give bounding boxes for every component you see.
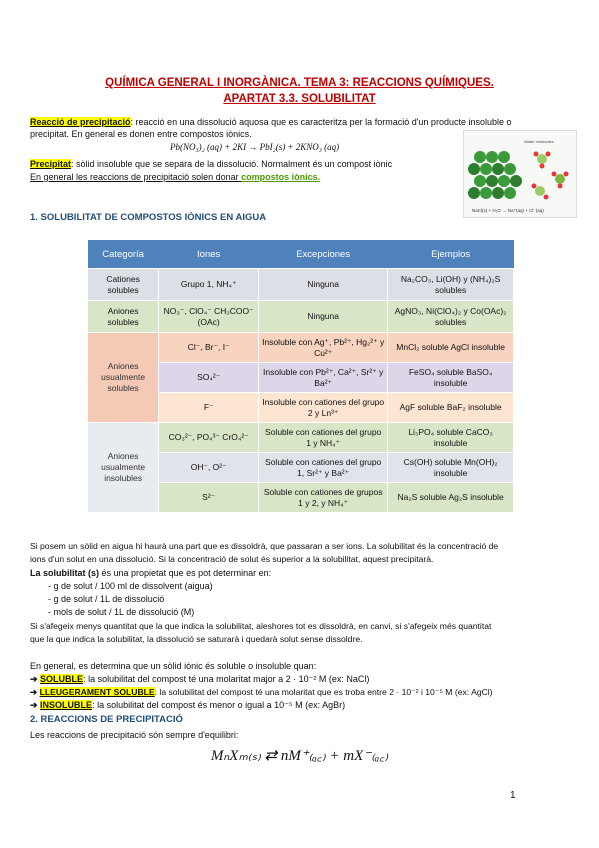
- arrow-icon: ➔: [30, 687, 40, 697]
- term-reaccio: Reacció de precipitació: [30, 117, 131, 127]
- cell-categoria: Aniones usualmente solubles: [88, 333, 159, 423]
- cell-excepciones: Soluble con cationes del grupo 1, Sr²⁺ y Ba²⁺: [259, 453, 388, 483]
- intro-general: [30, 171, 320, 183]
- solubility-table: [87, 240, 514, 513]
- arrow-icon: ➔: [30, 674, 41, 684]
- equilibrium-formula: MₙXₘ₍ₛ₎ ⇄ nM⁺₍ₐ꜀₎ + mX⁻₍ₐ꜀₎: [210, 748, 389, 764]
- general-prefix: En general les reaccions de precipitació solen donar: [30, 172, 242, 182]
- case-text: : la solubilitat del compost té una molaritat que es troba entre 2 · 10⁻² i 10⁻⁵ M (ex: AgCl): [154, 687, 493, 697]
- cell-iones: S²⁻: [159, 483, 259, 513]
- body-p1b: ions d'un solut en una dissolució. Si la concentració de solut és superior a la solubilitat, aquest precipitarà.: [30, 554, 434, 564]
- cell-ejemplos: Na₂S soluble Ag₂S insoluble: [388, 483, 514, 513]
- cell-excepciones: Ninguna: [259, 269, 388, 301]
- bullet-item: - g de solut / 100 ml de dissolvent (aigua): [48, 581, 213, 591]
- def-reaccio-a: : reacció en una dissolució aquosa que es caracteritza per la formació d'un producte insoluble o: [130, 117, 512, 127]
- table-row: [88, 301, 514, 333]
- col-header-categoria: Categoría: [88, 240, 159, 269]
- term-insoluble: INSOLUBLE: [40, 700, 93, 710]
- bullet-item: - g de solut / 1L de dissolució: [48, 594, 165, 604]
- col-header-ejemplos: Ejemplos: [388, 240, 514, 269]
- figure-label: Water molecules: [524, 139, 554, 144]
- cell-excepciones: Insoluble con Pb²⁺, Ca²⁺, Sr²⁺ y Ba²⁺: [259, 363, 388, 393]
- cell-excepciones: Soluble con cationes de grupos 1 y 2, y NH₄⁺: [259, 483, 388, 513]
- body-p2: [30, 567, 271, 579]
- cell-ejemplos: Cs(OH) soluble Mn(OH)₂ insoluble: [388, 453, 514, 483]
- table-row: [88, 333, 514, 363]
- section2-heading: 2. REACCIONS DE PRECIPITACIÓ: [30, 714, 183, 725]
- cell-iones: Grupo 1, NH₄⁺: [159, 269, 259, 301]
- body-p1a: Si posem un sòlid en aigua hi haurà una part que es dissoldrà, que passaran a ser ions. La solubilitat és la concentració de: [30, 541, 499, 551]
- col-header-excepciones: Excepciones: [259, 240, 388, 269]
- cell-categoria: Aniones solubles: [88, 301, 159, 333]
- body-p4: En general, es determina que un sòlid iònic és soluble o insoluble quan:: [30, 661, 317, 671]
- cell-excepciones: Soluble con cationes del grupo 1 y NH₄⁺: [259, 423, 388, 453]
- case-soluble: [30, 673, 369, 685]
- cell-categoria: Aniones usualmente insolubles: [88, 423, 159, 513]
- cell-iones: F⁻: [159, 393, 259, 423]
- doc-title-line2: APARTAT 3.3. SOLUBILITAT: [223, 93, 376, 105]
- doc-title-line1: QUÍMICA GENERAL I INORGÀNICA. TEMA 3: REACCIONS QUÍMIQUES.: [105, 77, 494, 89]
- case-text: : la solubilitat del compost té una molaritat major a 2 · 10⁻² M (ex: NaCl): [83, 674, 370, 684]
- arrow-icon: ➔: [30, 700, 41, 710]
- cell-iones: CO₃²⁻, PO₄³⁻ CrO₄²⁻: [159, 423, 259, 453]
- case-text: : la solubilitat del compost és menor o igual a 10⁻⁵ M (ex: AgBr): [92, 700, 346, 710]
- ionic-lattice: [468, 151, 522, 199]
- intro-line1: [30, 116, 512, 128]
- body-p3a: Si s'afegeix menys quantitat que la que indica la solubilitat, aleshores tot es dissoldrà, en canvi, si s'afegeix més quantitat: [30, 621, 492, 631]
- col-header-iones: Iones: [159, 240, 259, 269]
- term-lleugerament: LLEUGERAMENT SOLUBLE: [39, 687, 155, 697]
- term-precipitat: Precipitat: [30, 159, 72, 169]
- cell-iones: OH⁻, O²⁻: [159, 453, 259, 483]
- cell-excepciones: Insoluble con Ag⁺, Pb²⁺, Hg₂²⁺ y Cu²⁺: [259, 333, 388, 363]
- cell-iones: NO₃⁻, ClO₄⁻ CH₃COO⁻ (OAc): [159, 301, 259, 333]
- cell-excepciones: Insoluble con cationes del grupo 2 y Ln³⁺: [259, 393, 388, 423]
- term-solubilitat: La solubilitat (s): [30, 568, 100, 578]
- cell-excepciones: Ninguna: [259, 301, 388, 333]
- def-reaccio-b: precipitat. En general es donen entre compostos iònics.: [30, 129, 252, 139]
- cell-ejemplos: Li₃PO₄ soluble CaCO₃ insoluble: [388, 423, 514, 453]
- table-row: [88, 269, 514, 301]
- cell-iones: Cl⁻, Br⁻, I⁻: [159, 333, 259, 363]
- reaction-equation: Pb(NO₃)₂ (aq) + 2KI → PbI₂(s) + 2KNO₃ (aq): [170, 142, 340, 152]
- hydrated-ions: [532, 152, 569, 200]
- cell-categoria: Cationes solubles: [88, 269, 159, 301]
- table-header-row: [88, 240, 514, 269]
- general-link: compostos iònics.: [241, 172, 321, 182]
- bullet-item: - mols de solut / 1L de dissolució (M): [48, 607, 195, 617]
- cell-ejemplos: FeSO₄ soluble BaSO₄ insoluble: [388, 363, 514, 393]
- case-lleugerament: [30, 686, 493, 698]
- case-insoluble: [30, 699, 345, 711]
- body-p3b: que la que indica la solubilitat, la dissolució se saturarà i quedarà solut sense dissoldre.: [30, 634, 363, 644]
- section2-text: Les reaccions de precipitació són sempre d'equilibri:: [30, 730, 239, 740]
- cell-ejemplos: Na₂CO₃, Li(OH) y (NH₄)₂S solubles: [388, 269, 514, 301]
- section1-heading: 1. SOLUBILITAT DE COMPOSTOS IÒNICS EN AIGUA: [30, 212, 267, 223]
- cell-ejemplos: AgF soluble BaF₂ insoluble: [388, 393, 514, 423]
- dissolution-figure: [463, 130, 577, 218]
- term-soluble: SOLUBLE: [40, 674, 84, 684]
- cell-ejemplos: AgNO₃, Ni(ClO₄)₂ y Co(OAc)₂ solubles: [388, 301, 514, 333]
- figure-caption: NaCl(s) + H₂O → Na⁺(aq) + Cl⁻(aq): [472, 208, 544, 213]
- table-row: [88, 423, 514, 453]
- intro-line-precipitat: [30, 158, 392, 170]
- p2-rest: és una propietat que es pot determinar en:: [99, 568, 272, 578]
- def-precipitat: : sòlid insoluble que se separa de la dissolució. Normalment és un compost iònic: [71, 159, 393, 169]
- cell-iones: SO₄²⁻: [159, 363, 259, 393]
- page-number: 1: [510, 790, 516, 801]
- lattice-illustration: [464, 131, 576, 217]
- cell-ejemplos: MnCl₂ soluble AgCl insoluble: [388, 333, 514, 363]
